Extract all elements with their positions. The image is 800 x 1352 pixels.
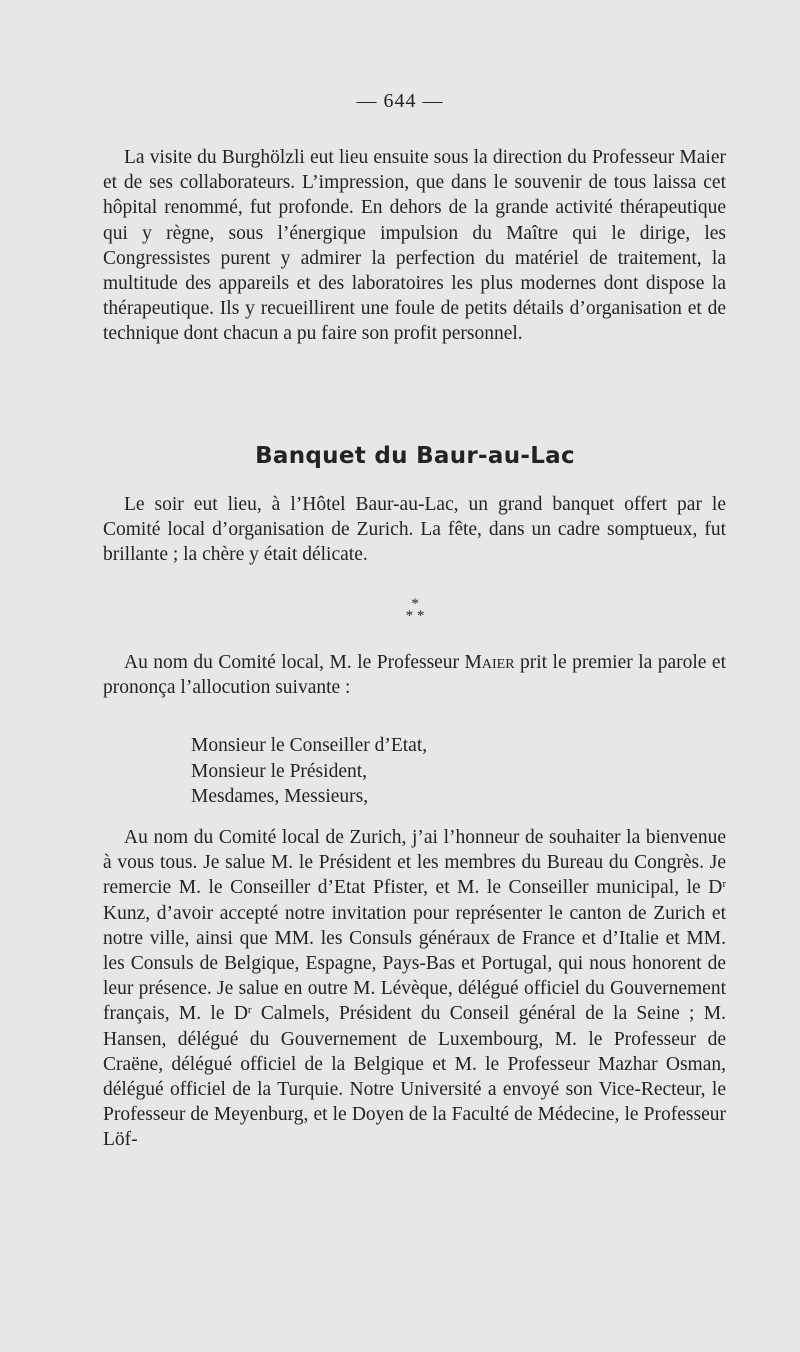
paragraph-welcome-speech xyxy=(103,825,726,1153)
text-segment: Au nom du Comité local de Zurich, j’ai l’honneur de souhaiter la bienvenue à vous tous. Je salue M. le Président et les membres du Bureau du Congrès. Je remercie M. le Conseiller d’Etat Pfister, et M. le Conseiller municipal, le D xyxy=(103,827,726,899)
paragraph-burgholzli-visit xyxy=(103,145,726,347)
superscript: r xyxy=(722,878,726,891)
text-segment: Kunz, d’avoir accepté notre invitation pour représenter le canton de Zurich et notre ville, ainsi que MM. les Consuls généraux de France et d’Italie et MM. les Consuls de Belgique, Espagne, Pays-Bas et Portugal, qui nous honorent de leur présence. Je salue en outre M. Lévèque, délégué officiel du Gouvernement français, M. le D xyxy=(103,902,726,1025)
salutation-line: Monsieur le Conseiller d’Etat, xyxy=(191,735,428,756)
paragraph-text: La visite du Burghölzli eut lieu ensuite sous la direction du Professeur Maier et de ses collaborateurs. L’impression, que dans le souvenir de tous laissa cet hôpital renommé, fut profonde. En dehors de la grande activité thérapeutique qui y règne, sous l’énergique impulsion du Maître qui le dirige, les Congressistes purent y admirer la perfection du matériel de traitement, la multitude des appareils et des laboratoires les plus modernes dont dispose la thérapeutique. Ils y recueillirent une foule de petits détails d’organisation et de technique dont chacun a pu faire son profit personnel. xyxy=(103,147,726,345)
asterism-divider xyxy=(390,598,440,622)
salutation-block xyxy=(191,733,691,810)
speaker-name: Maier xyxy=(464,652,515,673)
salutation-line: Monsieur le Président, xyxy=(191,760,368,782)
page-number: — 644 — xyxy=(356,90,444,112)
text-segment: Au nom du Comité local, M. le Professeur xyxy=(124,652,465,673)
text-segment: prit le premier la parole et prononça l’allocution suivante : xyxy=(103,652,726,699)
asterism-bottom: * * xyxy=(405,608,425,624)
section-heading: Banquet du Baur-au-Lac xyxy=(255,443,575,469)
superscript: r xyxy=(247,1004,252,1017)
paragraph-maier-intro xyxy=(103,650,726,700)
salutation-line: Mesdames, Messieurs, xyxy=(191,786,369,807)
paragraph-banquet xyxy=(103,492,726,568)
asterism-top: * xyxy=(411,596,419,612)
paragraph-text: Le soir eut lieu, à l’Hôtel Baur-au-Lac, un grand banquet offert par le Comité local d’organisation de Zurich. La fête, dans un cadre somptueux, fut brillante ; la chère y était délicate. xyxy=(103,494,726,566)
text-segment: Calmels, Président du Conseil général de la Seine ; M. Hansen, délégué du Gouvernement de Luxembourg, M. le Professeur de Craëne, délégué officiel de la Belgique et M. le Professeur Mazhar Osman, délégué officiel de la Turquie. Notre Université a envoyé son Vice-Recteur, le Professeur de Meyenburg, et le Doyen de la Faculté de Médecine, le Professeur Löf- xyxy=(103,1003,727,1151)
